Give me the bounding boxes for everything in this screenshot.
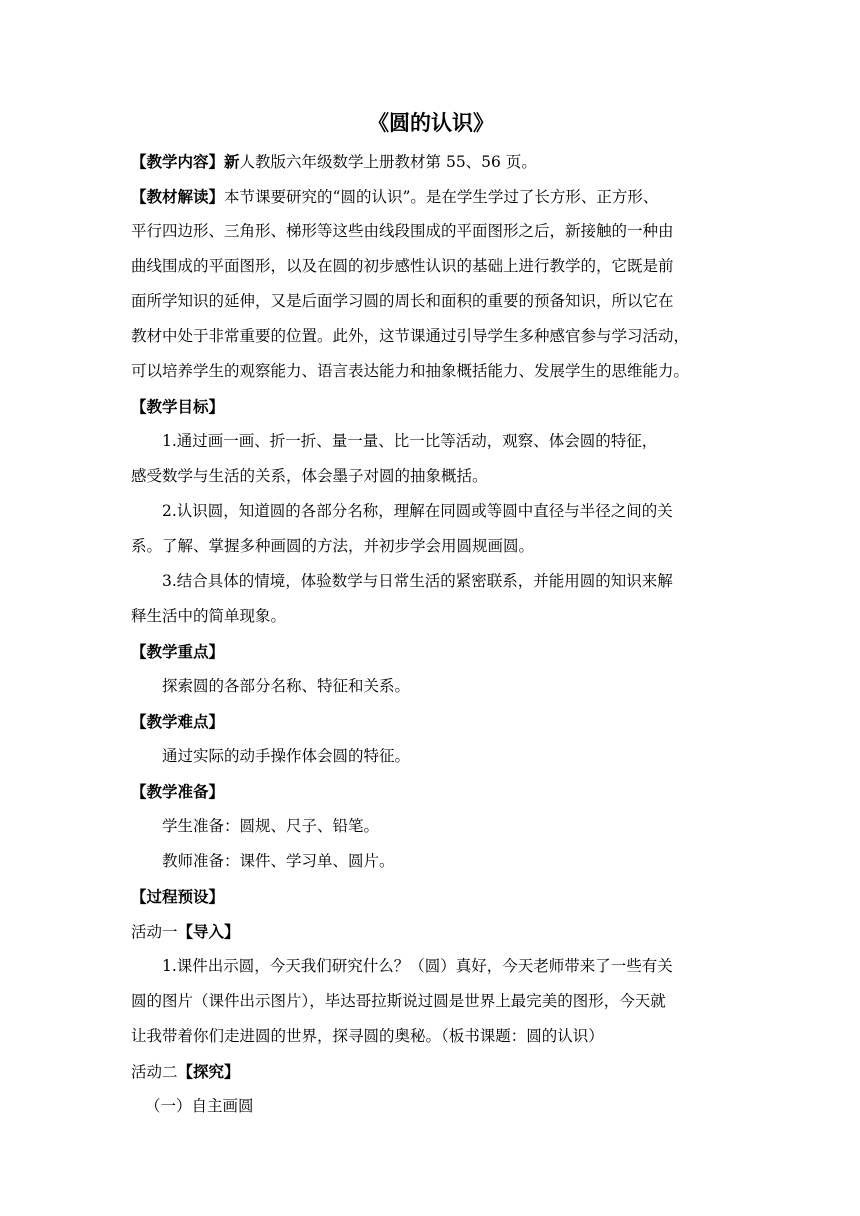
analysis-line-1 — [131, 179, 731, 214]
content-line — [131, 144, 731, 179]
activity-1-line-2: 圆的图片（课件出示图片），毕达哥拉斯说过圆是世界上最完美的图形，今天就 — [131, 992, 666, 1010]
document-page — [131, 108, 731, 1124]
activity-1-line-1: 1.课件出示圆，今天我们研究什么？（圆）真好，今天老师带来了一些有关 — [162, 957, 673, 975]
analysis-line-6: 可以培养学生的观察能力、语言表达能力和抽象概括能力、发展学生的思维能力。 — [131, 362, 690, 380]
document-title: 《圆的认识》 — [368, 110, 494, 135]
analysis-line-4: 面所学知识的延伸，又是后面学习圆的周长和面积的重要的预备知识，所以它在 — [131, 292, 674, 310]
activity-2-heading — [131, 1054, 731, 1089]
difficulties-text: 通过实际的动手操作体会圆的特征。 — [162, 747, 411, 765]
content-lead: 新 — [224, 152, 240, 171]
preparation-heading: 【教学准备】 — [131, 782, 225, 801]
activity-1-prefix: 活动一 — [131, 923, 178, 941]
activity-1-label: 【导入】 — [177, 922, 240, 941]
teacher-preparation: 教师准备：课件、学习单、圆片。 — [162, 852, 395, 870]
goal-3-line-2: 释生活中的简单现象。 — [131, 607, 287, 625]
goal-2-line-1: 2.认识圆，知道圆的各部分名称，理解在同圆或等圆中直径与半径之间的关 — [162, 502, 673, 520]
content-text: 人教版六年级数学上册教材第 55、56 页。 — [239, 153, 537, 171]
analysis-label: 【教材解读】 — [131, 187, 225, 206]
analysis-line-5: 教材中处于非常重要的位置。此外，这节课通过引导学生多种感官参与学习活动， — [131, 327, 690, 345]
goal-3-line-1: 3.结合具体的情境，体验数学与日常生活的紧密联系，并能用圆的知识来解 — [162, 572, 673, 590]
key-points-text: 探索圆的各部分名称、特征和关系。 — [162, 677, 411, 695]
goal-1-line-1: 1.通过画一画、折一折、量一量、比一比等活动，观察、体会圆的特征， — [162, 432, 658, 450]
student-preparation: 学生准备：圆规、尺子、铅笔。 — [162, 817, 380, 835]
analysis-line-3: 曲线围成的平面图形，以及在圆的初步感性认识的基础上进行教学的，它既是前 — [131, 257, 674, 275]
activity-2-sub-1: （一）自主画圆 — [145, 1097, 254, 1115]
activity-1-line-3: 让我带着你们走进圆的世界，探寻圆的奥秘。（板书课题：圆的认识） — [131, 1027, 604, 1045]
activity-1-heading — [131, 914, 731, 949]
analysis-line-2: 平行四边形、三角形、梯形等这些由线段围成的平面图形之后，新接触的一种由 — [131, 222, 674, 240]
goal-2-line-2: 系。了解、掌握多种画圆的方法，并初步学会用圆规画圆。 — [131, 537, 535, 555]
goal-1-line-2: 感受数学与生活的关系，体会墨子对圆的抽象概括。 — [131, 467, 488, 485]
activity-2-prefix: 活动二 — [131, 1063, 178, 1081]
content-label: 【教学内容】 — [131, 152, 225, 171]
difficulties-heading: 【教学难点】 — [131, 712, 225, 731]
activity-2-label: 【探究】 — [177, 1062, 240, 1081]
analysis-text: 本节课要研究的“圆的认识”。是在学生学过了长方形、正方形、 — [224, 188, 659, 206]
process-heading: 【过程预设】 — [131, 887, 225, 906]
key-points-heading: 【教学重点】 — [131, 642, 225, 661]
goals-heading: 【教学目标】 — [131, 397, 225, 416]
